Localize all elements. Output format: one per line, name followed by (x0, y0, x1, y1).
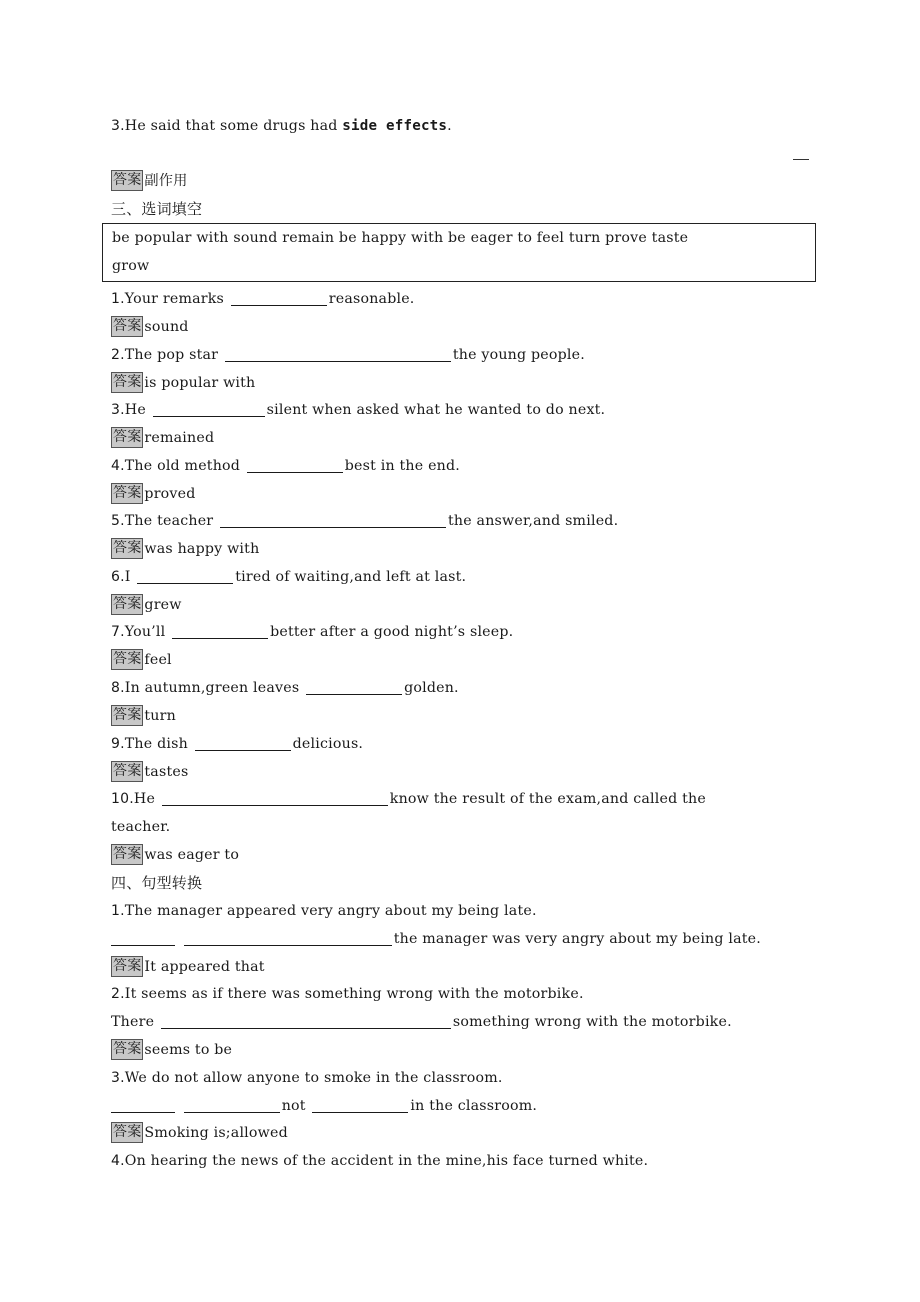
fill-text: in the classroom. (410, 1098, 538, 1114)
answer-tag: 答案 (111, 1039, 143, 1060)
fill-line (111, 1092, 821, 1120)
question-text: He (124, 402, 151, 418)
answer-tag: 答案 (111, 705, 143, 726)
answer-text: was happy with (144, 541, 260, 557)
answer-tag: 答案 (111, 372, 143, 393)
fill-blank[interactable] (220, 511, 446, 528)
question-text-end: tired of waiting,and left at last. (235, 569, 467, 585)
highlighted-phrase: side effects (342, 118, 448, 134)
answer-line (111, 702, 821, 730)
answer-line (111, 480, 821, 508)
question-number: 5. (111, 513, 125, 529)
question-line (111, 897, 821, 925)
answer-tag: 答案 (111, 761, 143, 782)
question-line (111, 1064, 821, 1092)
question-text: The old method (124, 458, 245, 474)
answer-tag: 答案 (111, 538, 143, 559)
answer-text: Smoking is;allowed (144, 1125, 288, 1141)
question-line (111, 674, 821, 702)
question-text: He said that some drugs had (124, 118, 343, 134)
answer-text: remained (144, 430, 215, 446)
question-number: 1. (111, 291, 125, 307)
question-text-end: best in the end. (344, 458, 460, 474)
answer-text: is popular with (144, 375, 256, 391)
question-text: I (124, 569, 136, 585)
question-text: He (133, 791, 160, 807)
answer-text: It appeared that (144, 959, 265, 975)
answer-text: seems to be (144, 1042, 233, 1058)
fill-text: There (111, 1014, 159, 1030)
answer-line (111, 1119, 821, 1147)
question-text: You’ll (124, 624, 171, 640)
question-line (111, 618, 821, 646)
question-text: The pop star (124, 347, 223, 363)
question-number: 10. (111, 791, 134, 807)
question-text-end: golden. (404, 680, 459, 696)
answer-text: proved (144, 486, 196, 502)
answer-tag: 答案 (111, 1122, 143, 1143)
answer-line (111, 369, 821, 397)
answer-tag: 答案 (111, 844, 143, 865)
question-text-end: silent when asked what he wanted to do next. (266, 402, 606, 418)
fill-blank[interactable] (172, 622, 268, 639)
question-number: 3. (111, 402, 125, 418)
question-text: The manager appeared very angry about my being late. (124, 903, 537, 919)
question-text-end: . (447, 118, 452, 134)
question-line (111, 396, 821, 424)
answer-tag: 答案 (111, 427, 143, 448)
question-text-end: know the result of the exam,and called the (389, 791, 706, 807)
fill-blank[interactable] (231, 289, 327, 306)
question-number: 7. (111, 624, 125, 640)
question-number: 4. (111, 458, 125, 474)
answer-tag: 答案 (111, 170, 143, 191)
fill-blank[interactable] (161, 1012, 451, 1029)
fill-text: not (281, 1098, 311, 1114)
fill-blank[interactable] (312, 1096, 408, 1113)
answer-line (111, 758, 821, 786)
word-bank-row: be popular with sound remain be happy with be eager to feel turn prove taste (112, 230, 689, 246)
fill-blank[interactable] (195, 734, 291, 751)
fill-blank[interactable] (137, 567, 233, 584)
answer-line (111, 646, 821, 674)
word-bank-row: grow (112, 258, 150, 274)
question-line (111, 285, 821, 313)
fill-line (111, 925, 821, 953)
answer-text: 副作用 (144, 173, 188, 189)
answer-line (111, 953, 821, 981)
answer-tag: 答案 (111, 649, 143, 670)
margin-dash (793, 159, 809, 160)
question-number: 8. (111, 680, 125, 696)
fill-blank[interactable] (184, 929, 392, 946)
fill-blank[interactable] (184, 1096, 280, 1113)
question-text-end: delicious. (292, 736, 364, 752)
answer-text: tastes (144, 764, 189, 780)
question-line (111, 341, 821, 369)
fill-blank[interactable] (306, 678, 402, 695)
answer-tag: 答案 (111, 483, 143, 504)
question-number: 6. (111, 569, 125, 585)
question-number: 2. (111, 347, 125, 363)
answer-text: grew (144, 597, 182, 613)
answer-tag: 答案 (111, 956, 143, 977)
question-number: 2. (111, 986, 125, 1002)
question-number: 4. (111, 1153, 125, 1169)
answer-line (111, 591, 821, 619)
question-line (111, 1147, 821, 1175)
answer-text: turn (144, 708, 176, 724)
answer-line (111, 424, 821, 452)
answer-line (111, 1036, 821, 1064)
question-text-end: better after a good night’s sleep. (270, 624, 514, 640)
answer-line (111, 313, 821, 341)
answer-text: sound (144, 319, 189, 335)
fill-text: the manager was very angry about my being late. (393, 931, 761, 947)
question-text: The teacher (124, 513, 218, 529)
fill-blank[interactable] (111, 929, 175, 946)
question-text-end: reasonable. (328, 291, 415, 307)
question-text-end: the young people. (452, 347, 585, 363)
answer-tag: 答案 (111, 594, 143, 615)
word-bank-box (102, 223, 816, 282)
answer-line (111, 167, 821, 195)
section-title: 三、选词填空 (111, 200, 203, 218)
fill-blank[interactable] (247, 456, 343, 473)
question-text: We do not allow anyone to smoke in the classroom. (124, 1070, 503, 1086)
fill-blank[interactable] (153, 400, 265, 417)
question-line (111, 980, 821, 1008)
question-text: Your remarks (124, 291, 229, 307)
question-continuation: teacher. (111, 819, 171, 835)
question-number: 1. (111, 903, 125, 919)
section-title: 四、句型转换 (111, 874, 203, 892)
fill-blank[interactable] (162, 789, 388, 806)
question-line (111, 452, 821, 480)
question-line (111, 785, 821, 813)
fill-blank[interactable] (111, 1096, 175, 1113)
question-number: 9. (111, 736, 125, 752)
answer-line (111, 535, 821, 563)
answer-line (111, 841, 821, 869)
question-text-end: the answer,and smiled. (448, 513, 619, 529)
question-line (111, 563, 821, 591)
question-line (111, 112, 821, 140)
answer-text: feel (144, 652, 172, 668)
fill-line (111, 1008, 821, 1036)
question-text: In autumn,green leaves (124, 680, 305, 696)
question-line (111, 730, 821, 758)
fill-blank[interactable] (225, 345, 451, 362)
answer-text: was eager to (144, 847, 240, 863)
question-number: 3. (111, 118, 125, 134)
question-line (111, 507, 821, 535)
question-text: It seems as if there was something wrong with the motorbike. (124, 986, 584, 1002)
fill-text: something wrong with the motorbike. (452, 1014, 732, 1030)
question-text: On hearing the news of the accident in the mine,his face turned white. (124, 1153, 649, 1169)
question-text: The dish (124, 736, 193, 752)
answer-tag: 答案 (111, 316, 143, 337)
question-number: 3. (111, 1070, 125, 1086)
